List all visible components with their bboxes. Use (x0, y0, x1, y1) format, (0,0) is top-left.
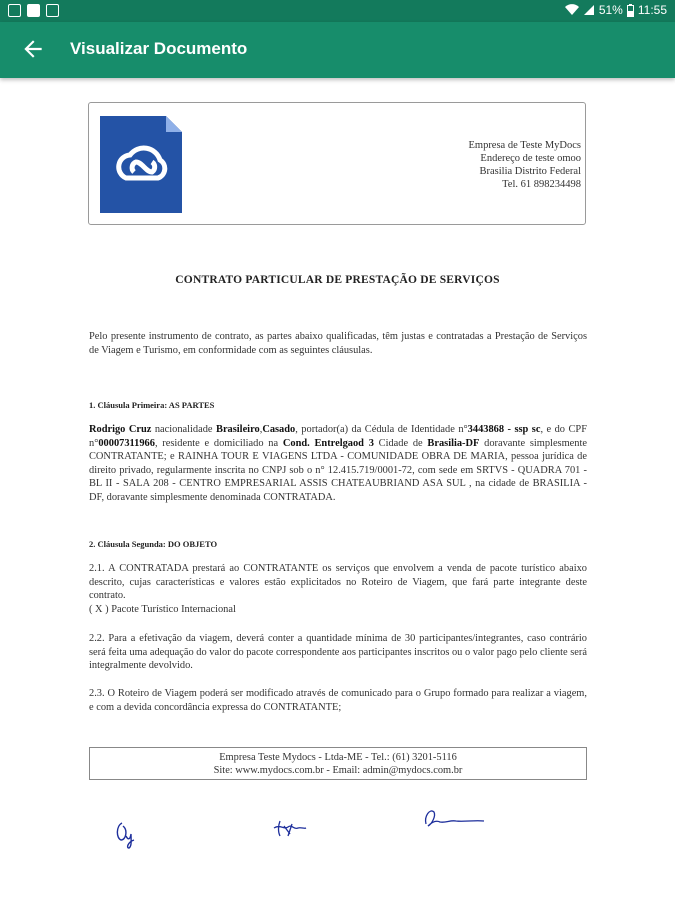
clause-2-1 (89, 562, 587, 616)
footer-company: Empresa Teste Mydocs - Ltda-ME - Tel.: (61) 3201-5116 (219, 752, 457, 763)
footer-contact: Site: www.mydocs.com.br - Email: admin@mydocs.com.br (213, 765, 463, 776)
battery-percent: 51% (598, 3, 623, 17)
marital-status: Casado (262, 424, 296, 435)
company-info (468, 139, 581, 191)
signature-1 (112, 818, 142, 850)
signal-icon (583, 4, 595, 16)
clause-2-1-text: 2.1. A CONTRATADA prestará ao CONTRATANTE os serviços que envolvem a venda de pacote turístico abaixo descrito, cujas características e valores estão explicitados no Roteiro de Viagem, que fará parte integrante deste contrato. (89, 563, 587, 602)
contractor-name: Rodrigo Cruz (89, 424, 152, 435)
document-footer (89, 747, 587, 780)
signature-2 (272, 818, 308, 840)
status-bar (0, 0, 675, 22)
flipboard-notification-icon (27, 4, 40, 17)
parties-paragraph (89, 423, 587, 505)
signature-3 (422, 806, 488, 832)
company-name: Empresa de Teste MyDocs (468, 140, 581, 151)
gallery-notification-icon (46, 4, 59, 17)
company-phone: Tel. 61 898234498 (502, 179, 581, 190)
page-title: Visualizar Documento (70, 39, 248, 58)
clause-2-2: 2.2. Para a efetivação da viagem, deverá conter a quantidade mínima de 30 participantes/integrantes, caso contrário será feita uma adequação do valor do pacote correspondente aos participantes inscritos ou o valor pago pelo cliente será integralmente devolvido. (89, 633, 587, 672)
creative-cloud-file-icon (100, 116, 182, 213)
battery-icon (627, 4, 634, 17)
text-run: , residente e domiciliado na (154, 437, 283, 449)
back-arrow-icon[interactable] (20, 36, 46, 62)
document-header (88, 102, 586, 225)
nationality: Brasileiro (216, 424, 260, 435)
address: Cond. Entrelgaod 3 (282, 437, 374, 449)
company-city: Brasilia Distrito Federal (479, 166, 581, 177)
clause2-heading: 2. Cláusula Segunda: DO OBJETO (89, 539, 218, 549)
city: Brasilia-DF (427, 437, 480, 449)
image-notification-icon (8, 4, 21, 17)
text-run: nacionalidade (151, 424, 217, 435)
clause-2-3: 2.3. O Roteiro de Viagem poderá ser modificado através de comunicado para o Grupo formado para realizar a viagem, e com a devida concordância expressa do CONTRATANTE; (89, 688, 587, 713)
clock: 11:55 (637, 3, 667, 17)
text-run: Cidade de (373, 437, 428, 449)
contract-title: CONTRATO PARTICULAR DE PRESTAÇÃO DE SERVIÇOS (175, 274, 500, 286)
app-bar (0, 22, 675, 78)
intro-paragraph: Pelo presente instrumento de contrato, as partes abaixo qualificadas, têm justas e contratadas a Prestação de Serviços de Viagem e Turismo, em conformidade com as seguintes cláusulas. (89, 331, 587, 356)
company-address: Endereço de teste omoo (480, 153, 581, 164)
text-run: doravante simplesmente CONTRATANTE; e RAINHA TOUR E VIAGENS LTDA - COMUNIDADE OBRA DE MARIA, pessoa jurídica de direito privado, regularmente inscrita no CNPJ sob o n° 12.415.719/0001-72, com sede em SRTVS - QUADRA 701 - BL II - SALA 208 - CENTRO EMPRESARIAL ASSIS CHATEAUBRIAND ASA SUL , na cidade de BRASILIA - DF, doravante simplesmente denominada CONTRATADA. (89, 437, 587, 503)
text-run: , e do CPF n° (89, 424, 587, 449)
clause1-heading: 1. Cláusula Primeira: AS PARTES (89, 400, 215, 410)
text-run: , (259, 424, 263, 435)
package-option: ( X ) Pacote Turístico Internacional (89, 603, 236, 615)
wifi-icon (565, 4, 579, 16)
text-run: , portador(a) da Cédula de Identidade n° (295, 424, 468, 435)
cpf-number: 00007311966 (98, 437, 155, 449)
document-view[interactable] (0, 78, 675, 900)
rg-number: 3443868 - ssp sc (467, 424, 541, 435)
